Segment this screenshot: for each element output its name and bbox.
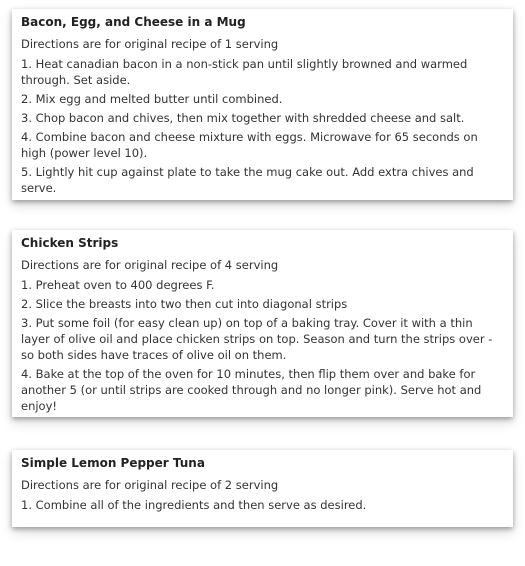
recipe-step: 2. Mix egg and melted butter until combined. [21, 92, 283, 106]
recipe-step: 1. Heat canadian bacon in a non-stick pan until slightly browned and warmed through. Set aside. [21, 57, 468, 87]
recipe-title: Simple Lemon Pepper Tuna [21, 456, 205, 470]
recipe-step: 2. Slice the breasts into two then cut into diagonal strips [21, 297, 348, 311]
recipe-title: Chicken Strips [21, 236, 119, 250]
recipe-step: 3. Put some foil (for easy clean up) on top of a baking tray. Cover it with a thin layer of olive oil and place chicken strips on top. Season and turn the strips over - so both sides have traces of olive oil on them. [21, 316, 493, 362]
recipe-card-chicken-strips [12, 230, 513, 417]
recipe-step: 4. Bake at the top of the oven for 10 minutes, then flip them over and bake for another 5 (or until strips are cooked through and no longer pink). Serve hot and enjoy! [21, 367, 482, 413]
recipe-steps [21, 497, 504, 513]
recipe-steps [21, 56, 504, 196]
recipe-step: 5. Lightly hit cup against plate to take the mug cake out. Add extra chives and serve. [21, 165, 474, 195]
recipe-step: 1. Preheat oven to 400 degrees F. [21, 278, 215, 292]
recipe-serving-info: Directions are for original recipe of 4 serving [21, 258, 279, 272]
recipe-steps [21, 277, 504, 414]
recipe-card-bacon-egg-cheese [12, 9, 513, 200]
recipe-serving-info: Directions are for original recipe of 2 serving [21, 478, 279, 492]
recipe-card-lemon-pepper-tuna [12, 450, 513, 527]
recipe-serving-info: Directions are for original recipe of 1 serving [21, 37, 279, 51]
recipe-step: 1. Combine all of the ingredients and then serve as desired. [21, 498, 367, 512]
recipe-step: 4. Combine bacon and cheese mixture with eggs. Microwave for 65 seconds on high (power level 10). [21, 130, 478, 160]
recipe-title: Bacon, Egg, and Cheese in a Mug [21, 15, 246, 29]
recipe-step: 3. Chop bacon and chives, then mix together with shredded cheese and salt. [21, 111, 465, 125]
